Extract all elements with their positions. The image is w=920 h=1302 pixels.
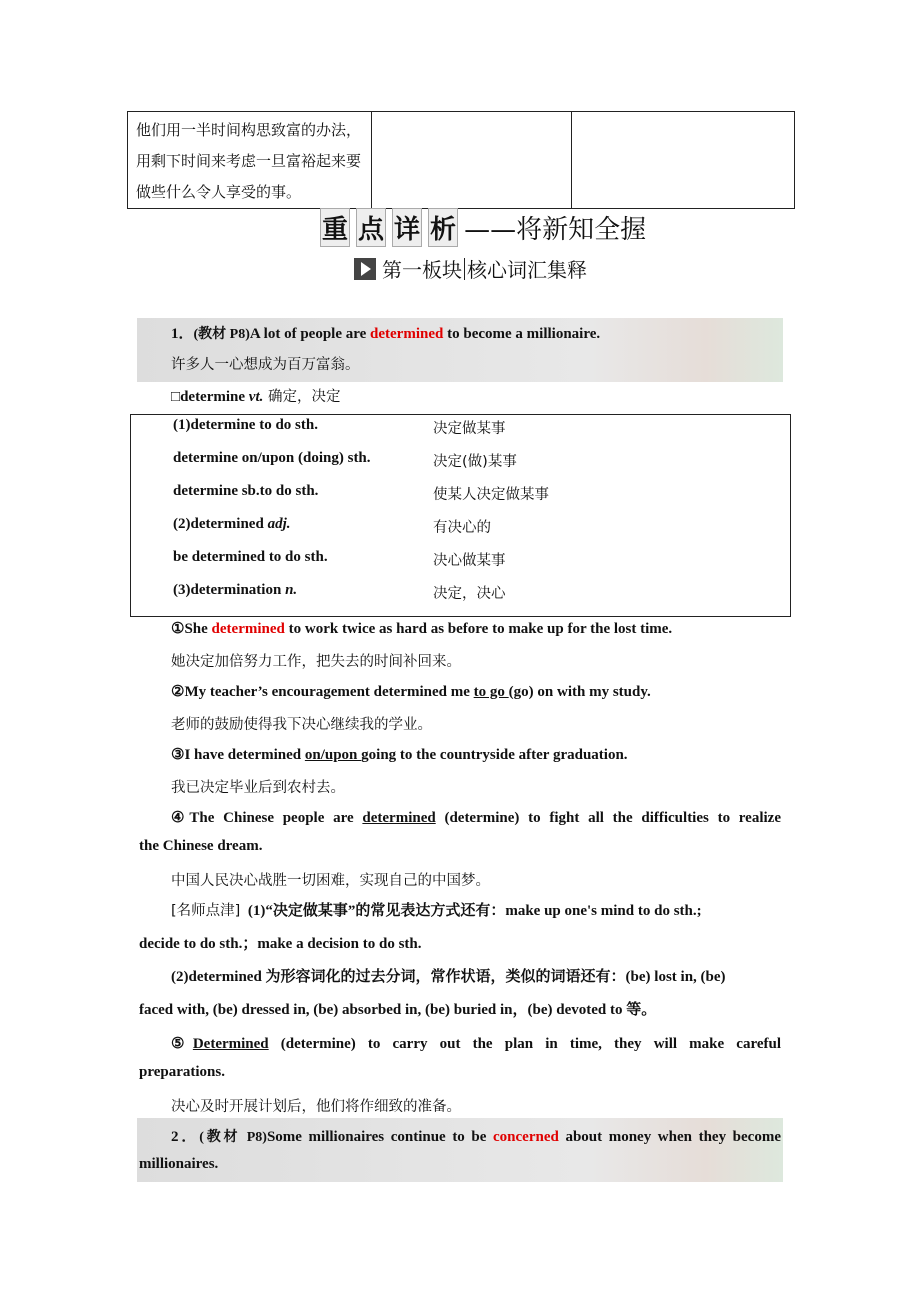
text: (determine) to fight all the difficulties to realize <box>435 810 781 826</box>
vocab-row <box>173 417 506 437</box>
text: ①She <box>171 621 212 637</box>
heading-char: 重 <box>320 208 350 247</box>
subheading <box>354 254 587 283</box>
zh: 决定，决心 <box>433 586 506 602</box>
text: to become a millionaire. <box>443 326 601 342</box>
text: (go) on with my study. <box>508 684 651 700</box>
text: (determine) to carry out the plan in time, they will make careful <box>268 1036 781 1052</box>
play-icon <box>354 258 376 280</box>
text: ④The Chinese people are <box>171 810 363 826</box>
item-number: 2． <box>171 1129 200 1145</box>
word: determine <box>180 389 249 405</box>
text: (1)“决定做某事”的常见表达方式还有：make up one's mind to do sth.; <box>247 903 702 919</box>
headword <box>171 385 340 406</box>
text: faced with, (be) dressed in, (be) absorbed in, (be) buried in，(be) devoted to 等。 <box>139 1002 657 1018</box>
en: (2)determined <box>173 516 268 532</box>
text: preparations. <box>139 1064 225 1080</box>
translation: 决心及时开展计划后，他们将作细致的准备。 <box>171 1099 461 1115</box>
vocab-row <box>173 450 517 470</box>
answer: on/upon <box>304 747 362 763</box>
example-4 <box>171 808 781 827</box>
source: (教材 P8) <box>193 327 250 342</box>
table-cell <box>372 112 572 208</box>
num: ⑤ <box>171 1036 193 1052</box>
highlight: determined <box>211 621 285 637</box>
text: Some millionaires continue to be <box>266 1129 494 1145</box>
text: millionaires. <box>139 1156 219 1172</box>
source: (教材 P8) <box>199 1130 267 1145</box>
en: determine on/upon (doing) sth. <box>173 450 371 466</box>
item-1-block <box>137 318 783 382</box>
text: A lot of people are <box>249 326 371 342</box>
text: decide to do sth.；make a decision to do sth. <box>139 936 422 952</box>
translation: 我已决定毕业后到农村去。 <box>171 780 345 796</box>
translation: 她决定加倍努力工作，把失去的时间补回来。 <box>171 654 461 670</box>
text: the Chinese dream. <box>139 838 263 854</box>
box: □ <box>171 389 181 405</box>
en: be determined to do sth. <box>173 549 328 565</box>
item-2-block <box>137 1118 783 1182</box>
item-number: 1． <box>171 326 194 342</box>
example-5 <box>171 1034 781 1053</box>
vocab-row <box>173 516 491 536</box>
answer: to go <box>473 684 509 700</box>
translation: 许多人一心想成为百万富翁。 <box>171 357 360 373</box>
answer: Determined <box>192 1036 269 1052</box>
text: ②My teacher’s encouragement determined me <box>171 684 474 700</box>
tip-tag: [名师点津] <box>171 903 241 919</box>
pos: adj. <box>267 516 291 532</box>
zh: 有决心的 <box>433 520 491 536</box>
text: ③I have determined <box>171 747 305 763</box>
highlight: determined <box>370 326 444 342</box>
subheading-left: 第一板块 <box>382 258 462 282</box>
text: (2)determined 为形容词化的过去分词，常作状语，类似的词语还有：(be) lost in, (be) <box>171 969 726 985</box>
translation: 中国人民决心战胜一切困难，实现自己的中国梦。 <box>171 873 490 889</box>
en: (3)determination <box>173 582 286 598</box>
heading-char: 详 <box>392 208 422 247</box>
en: determine sb.to do sth. <box>173 483 319 499</box>
zh: 决心做某事 <box>433 553 506 569</box>
answer: determined <box>362 810 436 826</box>
zh: 决定做某事 <box>433 421 506 437</box>
subheading-right: 核心词汇集释 <box>467 258 587 282</box>
tip-line <box>171 899 781 920</box>
table-cell: 他们用一半时间构思致富的办法，用剩下时间来考虑一旦富裕起来要做些什么令人享受的事。 <box>128 112 372 208</box>
text: going to the countryside after graduation. <box>361 747 628 763</box>
example-3 <box>171 745 628 764</box>
vocab-table <box>130 414 791 617</box>
translation: 老师的鼓励使得我下决心继续我的学业。 <box>171 717 432 733</box>
meaning: 确定，决定 <box>263 389 341 405</box>
text: to work twice as hard as before to make up for the lost time. <box>284 621 673 637</box>
example-2 <box>171 682 651 701</box>
zh: 决定(做)某事 <box>433 454 517 470</box>
en: (1)determine to do sth. <box>173 417 318 433</box>
top-table <box>127 111 795 209</box>
vocab-row <box>173 582 506 602</box>
heading-rest: ——将新知全握 <box>464 215 647 245</box>
example-1 <box>171 619 672 638</box>
text: about money when they become <box>558 1129 781 1145</box>
pos: n. <box>285 582 298 598</box>
vocab-row <box>173 549 506 569</box>
table-cell <box>572 112 794 208</box>
highlight: concerned <box>493 1129 559 1145</box>
pos: vt. <box>248 389 264 405</box>
zh: 使某人决定做某事 <box>433 487 549 503</box>
section-heading <box>320 208 646 247</box>
vocab-row <box>173 483 549 503</box>
heading-char: 点 <box>356 208 386 247</box>
heading-char: 析 <box>428 208 458 247</box>
